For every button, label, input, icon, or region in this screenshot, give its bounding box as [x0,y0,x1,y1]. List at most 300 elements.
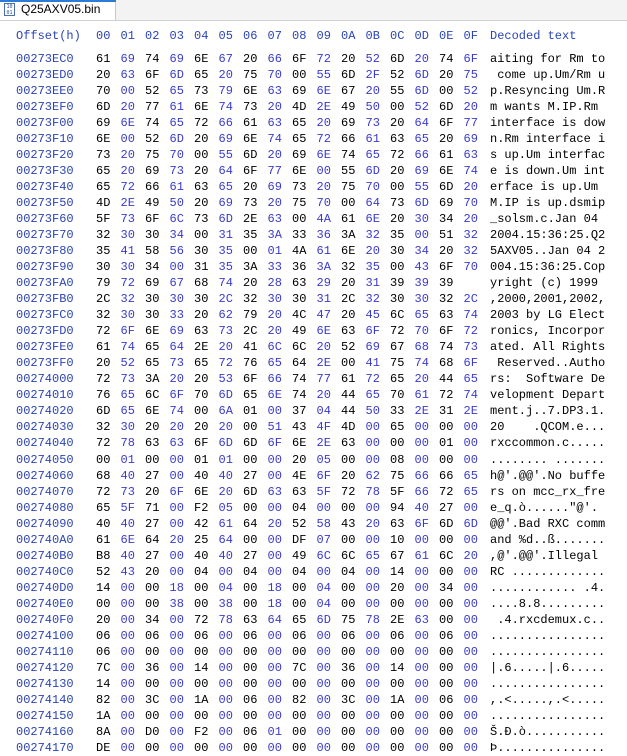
hex-byte[interactable]: 00 [267,708,282,723]
hex-byte[interactable]: 3A [341,228,356,243]
hex-byte[interactable]: 6E [316,148,331,163]
hex-byte[interactable]: 00 [169,644,184,659]
hex-byte[interactable]: 00 [194,228,209,243]
hex-byte[interactable]: 70 [194,388,209,403]
hex-byte[interactable]: 00 [439,564,454,579]
hex-byte[interactable]: 63 [267,212,282,227]
hex-byte[interactable]: 67 [390,548,405,563]
hex-byte[interactable]: 6F [194,436,209,451]
hex-byte[interactable]: 20 [439,68,454,83]
hex-byte[interactable]: 00 [218,564,233,579]
hex-byte[interactable]: 00 [414,692,429,707]
hex-byte[interactable]: 78 [218,612,233,627]
hex-byte[interactable]: 74 [463,164,478,179]
hex-byte[interactable]: 00 [439,532,454,547]
hex-byte[interactable]: 2E [463,404,478,419]
hex-byte[interactable]: 6E [341,244,356,259]
hex-byte[interactable]: 74 [145,116,160,131]
hex-byte[interactable]: 72 [96,484,111,499]
hex-byte[interactable]: 00 [439,708,454,723]
hex-byte[interactable]: 72 [390,324,405,339]
hex-byte[interactable]: 63 [267,484,282,499]
hex-byte[interactable]: 05 [316,452,331,467]
hex-byte[interactable]: 10 [390,532,405,547]
hex-byte[interactable]: 65 [365,548,380,563]
hex-byte[interactable]: 6D [243,436,258,451]
hex-byte[interactable]: 65 [243,388,258,403]
hex-byte[interactable]: 00 [439,420,454,435]
hex-byte[interactable]: 63 [267,84,282,99]
hex-byte[interactable]: 69 [365,340,380,355]
hex-byte[interactable]: 20 [169,372,184,387]
hex-byte[interactable]: 00 [463,692,478,707]
hex-byte[interactable]: 63 [463,148,478,163]
hex-byte[interactable]: 72 [390,148,405,163]
hex-byte[interactable]: 27 [145,516,160,531]
hex-byte[interactable]: 00 [218,740,233,755]
hex-byte[interactable]: 00 [463,420,478,435]
hex-byte[interactable]: 69 [414,164,429,179]
hex-byte[interactable]: 43 [341,516,356,531]
decoded-text[interactable]: p.Resyncing Um.R [490,84,606,99]
hex-byte[interactable]: 69 [218,196,233,211]
decoded-text[interactable]: ....8.8......... [490,596,606,611]
hex-byte[interactable]: 36 [145,660,160,675]
hex-byte[interactable]: 42 [194,516,209,531]
hex-byte[interactable]: 52 [120,356,135,371]
hex-byte[interactable]: 6F [365,324,380,339]
hex-byte[interactable]: 2E [120,196,135,211]
hex-byte[interactable]: 4F [316,420,331,435]
hex-byte[interactable]: 35 [243,228,258,243]
hex-byte[interactable]: 65 [463,484,478,499]
hex-byte[interactable]: 6F [463,52,478,66]
hex-byte[interactable]: 06 [194,628,209,643]
decoded-text[interactable]: yright (c) 1999 [490,276,599,291]
hex-byte[interactable]: 20 [145,564,160,579]
hex-byte[interactable]: 34 [414,244,429,259]
hex-byte[interactable]: 14 [96,580,111,595]
hex-byte[interactable]: 65 [463,468,478,483]
hex-byte[interactable]: DE [96,740,111,755]
hex-byte[interactable]: 00 [463,596,478,611]
hex-byte[interactable]: 69 [439,196,454,211]
hex-byte[interactable]: 79 [243,308,258,323]
decoded-text[interactable]: .4.rxcdemux.c.. [490,612,606,627]
hex-byte[interactable]: 77 [316,372,331,387]
hex-byte[interactable]: 64 [145,532,160,547]
hex-byte[interactable]: 00 [439,644,454,659]
hex-byte[interactable]: 6D [218,212,233,227]
hex-byte[interactable]: 06 [292,628,307,643]
hex-byte[interactable]: 73 [463,340,478,355]
hex-byte[interactable]: F2 [194,500,209,515]
hex-byte[interactable]: 64 [267,612,282,627]
hex-byte[interactable]: 00 [341,676,356,691]
hex-byte[interactable]: 65 [267,356,282,371]
hex-byte[interactable]: 00 [341,580,356,595]
hex-byte[interactable]: 00 [463,452,478,467]
hex-byte[interactable]: 20 [194,308,209,323]
hex-byte[interactable]: 20 [267,196,282,211]
hex-byte[interactable]: 00 [365,452,380,467]
decoded-text[interactable]: |.6.....|.6..... [490,660,606,675]
hex-byte[interactable]: 36 [341,660,356,675]
hex-byte[interactable]: 00 [145,740,160,755]
hex-byte[interactable]: 63 [145,436,160,451]
hex-byte[interactable]: 49 [145,196,160,211]
hex-byte[interactable]: 32 [96,228,111,243]
hex-byte[interactable]: 65 [390,420,405,435]
hex-byte[interactable]: 6E [365,212,380,227]
hex-byte[interactable]: 75 [292,196,307,211]
hex-byte[interactable]: 6E [243,132,258,147]
hex-byte[interactable]: 00 [414,532,429,547]
hex-byte[interactable]: 44 [439,372,454,387]
hex-byte[interactable]: 20 [96,68,111,83]
hex-byte[interactable]: 2E [316,100,331,115]
hex-byte[interactable]: 00 [194,644,209,659]
hex-byte[interactable]: 6F [145,68,160,83]
hex-byte[interactable]: 00 [365,580,380,595]
hex-byte[interactable]: 65 [169,84,184,99]
hex-byte[interactable]: 72 [96,436,111,451]
hex-byte[interactable]: 51 [267,420,282,435]
hex-byte[interactable]: 20 [169,420,184,435]
hex-byte[interactable]: 82 [292,692,307,707]
hex-byte[interactable]: 30 [96,260,111,275]
hex-byte[interactable]: 73 [243,196,258,211]
hex-byte[interactable]: 01 [194,452,209,467]
hex-byte[interactable]: 74 [463,308,478,323]
hex-byte[interactable]: 00 [341,708,356,723]
hex-byte[interactable]: 20 [341,468,356,483]
hex-byte[interactable]: 65 [365,148,380,163]
hex-byte[interactable]: 72 [218,356,233,371]
hex-byte[interactable]: 20 [194,196,209,211]
hex-byte[interactable]: 00 [390,676,405,691]
hex-byte[interactable]: 64 [218,532,233,547]
hex-byte[interactable]: 72 [463,324,478,339]
hex-byte[interactable]: 70 [169,148,184,163]
hex-byte[interactable]: 00 [414,708,429,723]
hex-byte[interactable]: 73 [169,356,184,371]
hex-byte[interactable]: 00 [341,644,356,659]
hex-byte[interactable]: 00 [390,724,405,739]
hex-byte[interactable]: 75 [243,68,258,83]
hex-byte[interactable]: 38 [169,596,184,611]
hex-byte[interactable]: 63 [120,68,135,83]
hex-byte[interactable]: 00 [390,436,405,451]
hex-byte[interactable]: 27 [243,548,258,563]
hex-byte[interactable]: 20 [414,52,429,66]
hex-byte[interactable]: 61 [439,148,454,163]
hex-byte[interactable]: 4C [292,308,307,323]
hex-byte[interactable]: 50 [365,404,380,419]
hex-byte[interactable]: 20 [267,100,282,115]
hex-byte[interactable]: 4E [292,468,307,483]
hex-byte[interactable]: 04 [316,404,331,419]
hex-byte[interactable]: 44 [341,388,356,403]
hex-byte[interactable]: 32 [96,308,111,323]
decoded-text[interactable]: and %d..ß....... [490,532,606,547]
hex-byte[interactable]: 66 [414,468,429,483]
hex-byte[interactable]: 00 [169,548,184,563]
hex-byte[interactable]: 40 [96,516,111,531]
hex-byte[interactable]: 30 [145,228,160,243]
hex-byte[interactable]: 00 [439,724,454,739]
hex-byte[interactable]: 73 [243,100,258,115]
hex-byte[interactable]: 6E [145,404,160,419]
decoded-text[interactable]: aiting for Rm to [490,52,606,66]
hex-byte[interactable]: 00 [463,500,478,515]
hex-byte[interactable]: 30 [267,292,282,307]
hex-byte[interactable]: 00 [390,644,405,659]
hex-byte[interactable]: 39 [414,276,429,291]
hex-byte[interactable]: 00 [341,596,356,611]
hex-byte[interactable]: 01 [267,724,282,739]
hex-byte[interactable]: 06 [243,724,258,739]
hex-byte[interactable]: 72 [439,484,454,499]
hex-byte[interactable]: 58 [145,244,160,259]
hex-byte[interactable]: 6F [414,516,429,531]
hex-byte[interactable]: 00 [267,468,282,483]
hex-byte[interactable]: 27 [145,468,160,483]
hex-byte[interactable]: 69 [120,52,135,66]
hex-byte[interactable]: 28 [267,276,282,291]
hex-byte[interactable]: 30 [120,308,135,323]
hex-byte[interactable]: 55 [390,84,405,99]
hex-byte[interactable]: 74 [439,340,454,355]
hex-byte[interactable]: 00 [145,452,160,467]
hex-byte[interactable]: 4D [96,196,111,211]
hex-byte[interactable]: 30 [120,260,135,275]
hex-byte[interactable]: 2C [96,292,111,307]
hex-byte[interactable]: 20 [243,180,258,195]
hex-byte[interactable]: 2E [194,340,209,355]
decoded-text[interactable]: 5AXV05..Jan 04 2 [490,244,606,259]
hex-byte[interactable]: 20 [267,308,282,323]
hex-byte[interactable]: 68 [96,468,111,483]
hex-byte[interactable]: 64 [218,164,233,179]
decoded-text[interactable]: come up.Um/Rm u [490,68,606,83]
hex-byte[interactable]: 6E [243,84,258,99]
hex-byte[interactable]: 00 [267,660,282,675]
hex-byte[interactable]: 6F [439,260,454,275]
hex-byte[interactable]: 01 [218,452,233,467]
hex-byte[interactable]: 64 [365,196,380,211]
hex-byte[interactable]: 20 [365,516,380,531]
hex-byte[interactable]: 6D [341,68,356,83]
hex-byte[interactable]: 32 [96,420,111,435]
hex-byte[interactable]: 69 [169,52,184,66]
hex-byte[interactable]: 40 [194,468,209,483]
hex-byte[interactable]: 50 [365,100,380,115]
hex-byte[interactable]: 69 [218,132,233,147]
decoded-text[interactable]: rxccommon.c..... [490,436,606,451]
hex-byte[interactable]: 30 [292,292,307,307]
hex-byte[interactable]: 6D [414,68,429,83]
hex-byte[interactable]: 00 [169,260,184,275]
hex-byte[interactable]: 00 [463,660,478,675]
hex-byte[interactable]: 53 [218,372,233,387]
hex-byte[interactable]: 37 [292,404,307,419]
hex-byte[interactable]: 00 [414,420,429,435]
hex-byte[interactable]: 00 [414,436,429,451]
hex-byte[interactable]: 6E [96,132,111,147]
hex-byte[interactable]: 1A [390,692,405,707]
hex-byte[interactable]: 00 [169,740,184,755]
hex-byte[interactable]: 69 [463,132,478,147]
hex-byte[interactable]: 65 [145,340,160,355]
hex-byte[interactable]: 6D [169,68,184,83]
hex-byte[interactable]: 63 [243,612,258,627]
hex-byte[interactable]: 7C [96,660,111,675]
hex-byte[interactable]: 00 [169,612,184,627]
hex-byte[interactable]: 6C [390,308,405,323]
hex-byte[interactable]: 74 [341,148,356,163]
hex-byte[interactable]: F2 [194,724,209,739]
hex-byte[interactable]: 41 [120,244,135,259]
hex-byte[interactable]: 00 [365,420,380,435]
hex-byte[interactable]: 63 [341,324,356,339]
decoded-text[interactable]: velopment Depart [490,388,606,403]
hex-byte[interactable]: 2E [316,356,331,371]
hex-byte[interactable]: 00 [316,660,331,675]
hex-byte[interactable]: 20 [316,388,331,403]
hex-byte[interactable]: 20 [120,164,135,179]
decoded-text[interactable]: ment.j..7.DP3.1. [490,404,606,419]
hex-byte[interactable]: 20 [267,148,282,163]
hex-byte[interactable]: 40 [218,468,233,483]
hex-byte[interactable]: 00 [365,564,380,579]
hex-byte[interactable]: 73 [194,84,209,99]
hex-byte[interactable]: 00 [267,564,282,579]
hex-byte[interactable]: 63 [292,276,307,291]
hex-byte[interactable]: 00 [267,404,282,419]
hex-byte[interactable]: 55 [316,68,331,83]
hex-byte[interactable]: 74 [463,388,478,403]
hex-byte[interactable]: 00 [243,420,258,435]
hex-byte[interactable]: 00 [414,660,429,675]
hex-byte[interactable]: 52 [365,52,380,66]
hex-byte[interactable]: 31 [439,404,454,419]
hex-byte[interactable]: 20 [390,580,405,595]
hex-byte[interactable]: 00 [169,468,184,483]
decoded-text[interactable]: ................ [490,708,606,723]
hex-byte[interactable]: 74 [292,372,307,387]
hex-byte[interactable]: 6D [243,148,258,163]
hex-byte[interactable]: 6D [365,164,380,179]
hex-byte[interactable]: 6E [439,164,454,179]
hex-byte[interactable]: 40 [414,500,429,515]
hex-byte[interactable]: 00 [292,580,307,595]
hex-byte[interactable]: 75 [341,180,356,195]
hex-byte[interactable]: 18 [267,580,282,595]
hex-byte[interactable]: 00 [414,228,429,243]
hex-byte[interactable]: 00 [365,532,380,547]
hex-byte[interactable]: 2F [365,68,380,83]
hex-byte[interactable]: 52 [390,68,405,83]
hex-byte[interactable]: 04 [292,500,307,515]
hex-byte[interactable]: 29 [316,276,331,291]
hex-byte[interactable]: 2C [243,324,258,339]
hex-byte[interactable]: 6E [194,100,209,115]
hex-byte[interactable]: 04 [243,564,258,579]
decoded-text[interactable]: m wants M.IP.Rm [490,100,606,115]
hex-byte[interactable]: 6D [439,100,454,115]
hex-byte[interactable]: 6A [218,404,233,419]
hex-byte[interactable]: 2E [414,404,429,419]
hex-byte[interactable]: 66 [145,180,160,195]
hex-byte[interactable]: 00 [414,452,429,467]
hex-byte[interactable]: 67 [218,52,233,66]
hex-byte[interactable]: 00 [463,676,478,691]
hex-byte[interactable]: 72 [120,180,135,195]
hex-byte[interactable]: 00 [169,660,184,675]
hex-byte[interactable]: 01 [267,244,282,259]
hex-byte[interactable]: 00 [194,596,209,611]
hex-byte[interactable]: 52 [145,132,160,147]
hex-byte[interactable]: 44 [341,404,356,419]
hex-byte[interactable]: 75 [390,356,405,371]
hex-byte[interactable]: 74 [439,52,454,66]
hex-byte[interactable]: 72 [316,132,331,147]
hex-byte[interactable]: 70 [463,260,478,275]
hex-byte[interactable]: 20 [292,452,307,467]
hex-byte[interactable]: 00 [439,612,454,627]
hex-byte[interactable]: 00 [463,708,478,723]
hex-byte[interactable]: 61 [169,180,184,195]
hex-byte[interactable]: 6C [145,388,160,403]
hex-byte[interactable]: 30 [414,292,429,307]
hex-byte[interactable]: 35 [96,244,111,259]
hex-byte[interactable]: 45 [365,308,380,323]
hex-byte[interactable]: 00 [194,580,209,595]
hex-byte[interactable]: 06 [243,692,258,707]
hex-byte[interactable]: 71 [145,500,160,515]
hex-byte[interactable]: 65 [390,372,405,387]
hex-byte[interactable]: 72 [439,388,454,403]
hex-byte[interactable]: 55 [414,180,429,195]
hex-byte[interactable]: 75 [145,148,160,163]
hex-byte[interactable]: 49 [292,324,307,339]
hex-byte[interactable]: 06 [96,628,111,643]
hex-byte[interactable]: 00 [365,708,380,723]
hex-byte[interactable]: 00 [194,404,209,419]
hex-byte[interactable]: 00 [243,644,258,659]
hex-byte[interactable]: 6D [439,516,454,531]
hex-byte[interactable]: 75 [463,68,478,83]
hex-byte[interactable]: 72 [341,484,356,499]
hex-byte[interactable]: 6D [169,132,184,147]
hex-byte[interactable]: 01 [120,452,135,467]
hex-byte[interactable]: 00 [243,596,258,611]
hex-byte[interactable]: 6D [218,436,233,451]
hex-byte[interactable]: 77 [267,164,282,179]
hex-byte[interactable]: 20 [341,276,356,291]
hex-byte[interactable]: 00 [243,580,258,595]
hex-byte[interactable]: 79 [96,276,111,291]
hex-byte[interactable]: 34 [439,212,454,227]
hex-byte[interactable]: 6E [316,84,331,99]
hex-byte[interactable]: 00 [463,532,478,547]
hex-byte[interactable]: 72 [96,372,111,387]
hex-byte[interactable]: 66 [267,372,282,387]
hex-byte[interactable]: 04 [218,580,233,595]
hex-byte[interactable]: 00 [194,148,209,163]
decoded-text[interactable]: Reserved..Autho [490,356,606,371]
